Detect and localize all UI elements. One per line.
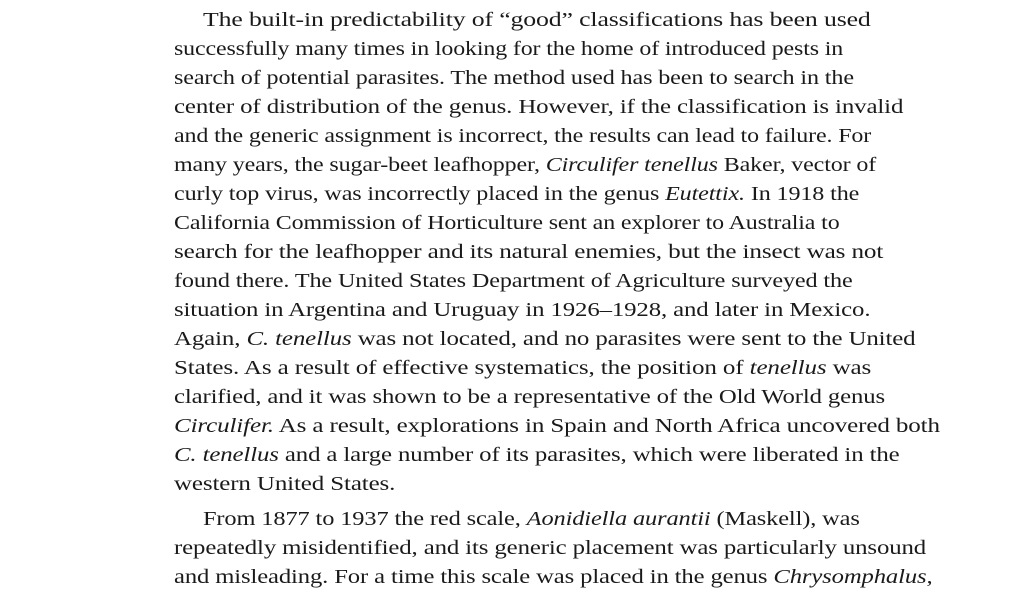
text-run: In 1918 the — [744, 183, 860, 205]
text-run: As a result, explorations in Spain and North Africa uncovered both — [273, 415, 940, 437]
text-line — [174, 37, 843, 61]
text-line — [174, 472, 395, 496]
text-run: successfully many times in looking for the home of introduced pests in — [174, 38, 844, 60]
italic-term: tenellus — [749, 357, 827, 379]
text-run: found there. The United States Department of Agriculture surveyed the — [174, 270, 853, 292]
text-line — [174, 356, 871, 380]
text-line — [203, 8, 871, 32]
italic-term: C. tenellus — [246, 328, 352, 350]
text-run: From 1877 to 1937 the red scale, — [203, 508, 527, 530]
italic-term: Chrysomphalus, — [773, 566, 933, 588]
text-run: was not located, and no parasites were sent to the United — [351, 328, 916, 350]
text-run: States. As a result of effective systematics, the position of — [174, 357, 750, 379]
clipped-top-text — [360, 0, 700, 2]
text-line — [174, 327, 916, 351]
text-run: California Commission of Horticulture sent an explorer to Australia to — [174, 212, 840, 234]
text-run: Again, — [174, 328, 247, 350]
text-line — [174, 240, 883, 264]
text-line — [203, 507, 860, 531]
italic-term: Eutettix. — [665, 183, 745, 205]
text-line — [174, 153, 876, 177]
text-run: curly top virus, was incorrectly placed in the genus — [174, 183, 666, 205]
text-line — [174, 443, 900, 467]
text-line — [174, 124, 871, 148]
italic-term: Circulifer tenellus — [545, 154, 718, 176]
text-run: repeatedly misidentified, and its generic placement was particularly unsound — [174, 537, 927, 559]
text-line — [174, 385, 885, 409]
text-line — [174, 211, 840, 235]
text-run: search of potential parasites. The method used has been to search in the — [174, 67, 854, 89]
text-line — [174, 298, 870, 322]
text-run: (Maskell), was — [710, 508, 860, 530]
clipped-bottom-text — [174, 596, 934, 600]
italic-term: Aonidiella aurantii — [526, 508, 711, 530]
text-line — [174, 565, 933, 589]
italic-term: Circulifer. — [174, 415, 274, 437]
text-run: and misleading. For a time this scale was placed in the genus — [174, 566, 774, 588]
text-run: and the generic assignment is incorrect, the results can lead to failure. For — [174, 125, 872, 147]
text-run: was — [826, 357, 872, 379]
text-run: search for the leafhopper and its natural enemies, but the insect was not — [174, 241, 884, 263]
text-run: Baker, vector of — [717, 154, 877, 176]
text-run: western United States. — [174, 473, 396, 495]
text-line — [174, 95, 903, 119]
text-run: many years, the sugar-beet leafhopper, — [174, 154, 546, 176]
text-line — [174, 536, 926, 560]
text-line — [174, 414, 940, 438]
italic-term: C. tenellus — [174, 444, 279, 466]
text-run: clarified, and it was shown to be a representative of the Old World genus — [174, 386, 885, 408]
text-line — [174, 269, 853, 293]
text-line — [174, 66, 854, 90]
text-run: situation in Argentina and Uruguay in 1926–1928, and later in Mexico. — [174, 299, 871, 321]
text-run: and a large number of its parasites, which were liberated in the — [278, 444, 900, 466]
text-line — [174, 182, 859, 206]
text-run: center of distribution of the genus. However, if the classification is invalid — [174, 96, 904, 118]
text-run: The built-in predictability of “good” classifications has been used — [203, 9, 871, 31]
